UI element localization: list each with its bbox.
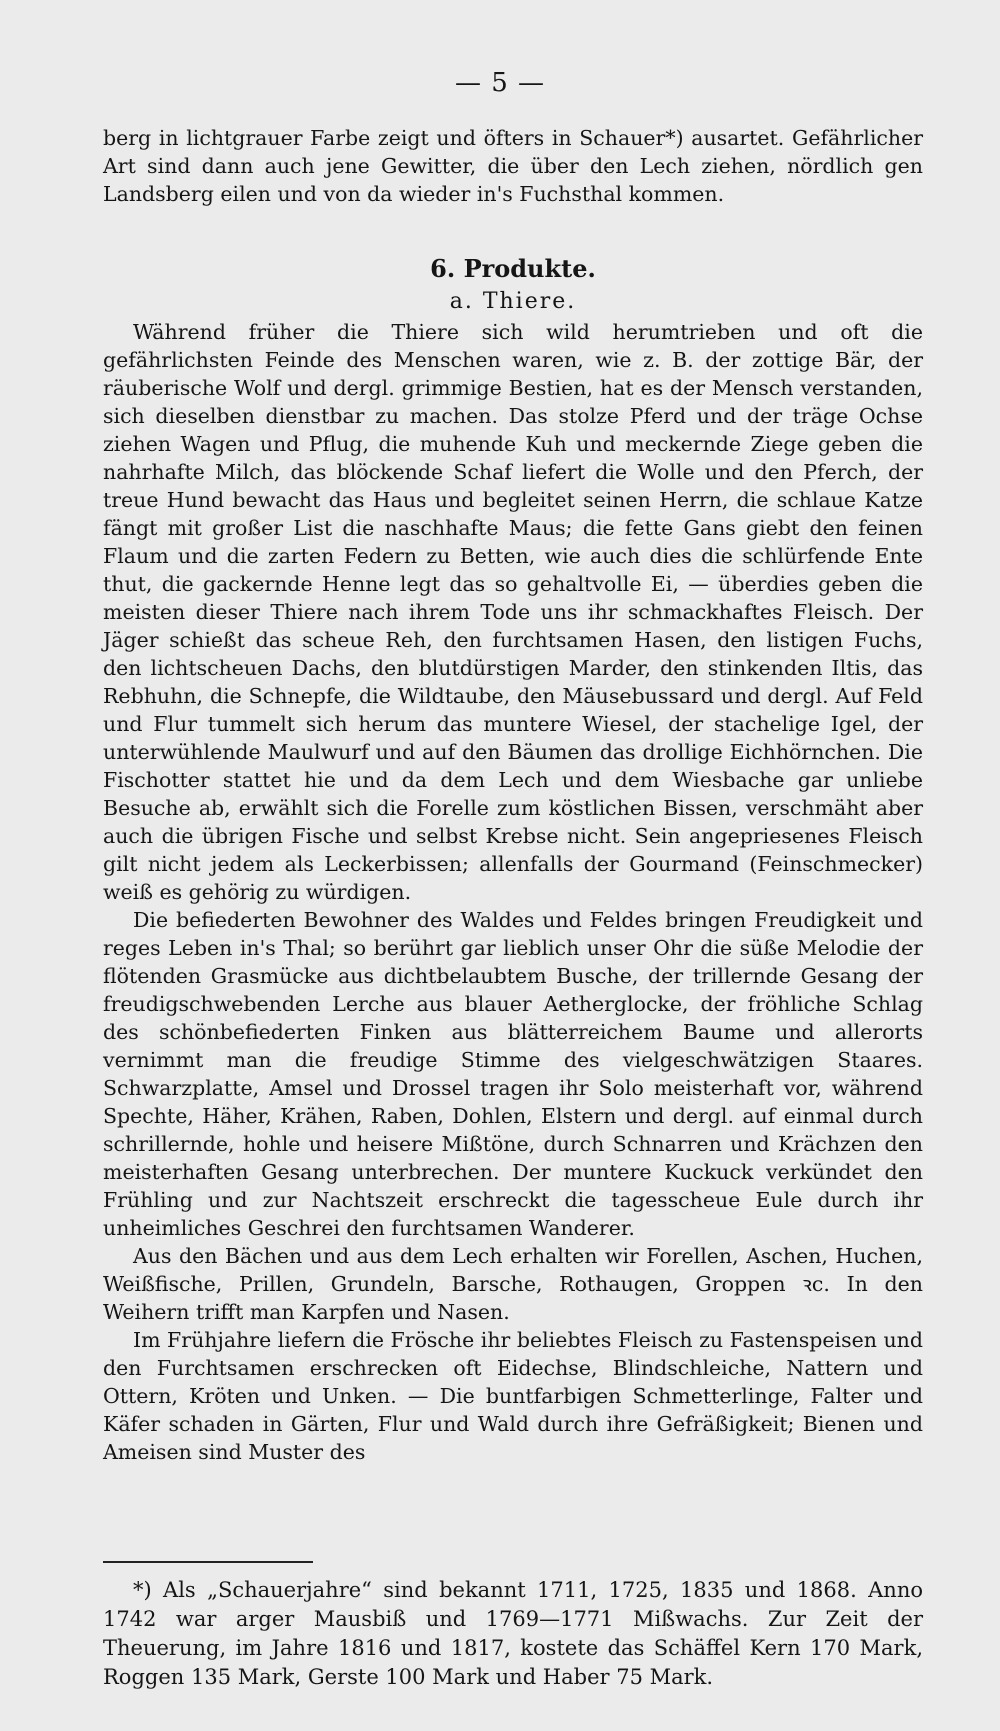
page-number: — 5 — bbox=[454, 68, 546, 98]
footnote-divider bbox=[103, 1561, 313, 1563]
subsection-title: a. Thiere. bbox=[449, 289, 577, 314]
paragraph-birds: Die befiederten Bewohner des Waldes und Feldes bringen Freudigkeit und reges Leben in's Thal; so berührt gar lieblich unser Ohr die süße Melodie der flötenden Grasmücke aus dichtbelaubtem Busche, der trillernde Gesang der freudigschwebenden Lerche aus blauer Aetherglocke, der fröhliche Schlag des schönbefiederten Finken aus blätterreichem Baume und allerorts vernimmt man die freudige Stimme des vielgeschwätzigen Staares. Schwarzplatte, Amsel und Drossel tragen ihr Solo meisterhaft vor, während Spechte, Häher, Krähen, Raben, Dohlen, Elstern und dergl. auf einmal durch schrillernde, hohle und heisere Mißtöne, durch Schnarren und Krächzen den meisterhaften Gesang unterbrechen. Der muntere Kuckuck verkündet den Frühling und zur Nachtszeit erschreckt die tagesscheue Eule durch ihr unheimliches Geschrei den furchtsamen Wanderer. bbox=[103, 908, 923, 1240]
intro-paragraph: berg in lichtgrauer Farbe zeigt und öfters in Schauer*) ausartet. Gefährlicher Art sind dann auch jene Gewitter, die über den Lech ziehen, nördlich gen Landsberg eilen und von da wieder in's Fuchsthal kommen. bbox=[103, 126, 923, 206]
paragraph-animals: Während früher die Thiere sich wild herumtrieben und oft die gefährlichsten Feinde des Menschen waren, wie z. B. der zottige Bär, der räuberische Wolf und dergl. grimmige Bestien, hat es der Mensch verstanden, sich dieselben dienstbar zu machen. Das stolze Pferd und der träge Ochse ziehen Wagen und Pflug, die muhende Kuh und meckernde Ziege geben die nahrhafte Milch, das blöckende Schaf liefert die Wolle und den Pferch, der treue Hund bewacht das Haus und begleitet seinen Herrn, die schlaue Katze fängt mit großer List die naschhafte Maus; die fette Gans giebt den feinen Flaum und die zarten Federn zu Betten, wie auch dies die schlürfende Ente thut, die gackernde Henne legt das so gehaltvolle Ei, — überdies geben die meisten dieser Thiere nach ihrem Tode uns ihr schmackhaftes Fleisch. Der Jäger schießt das scheue Reh, den furchtsamen Hasen, den listigen Fuchs, den lichtscheuen Dachs, den blutdürstigen Marder, den stinkenden Iltis, das Rebhuhn, die Schnepfe, die Wildtaube, den Mäusebussard und dergl. Auf Feld und Flur tummelt sich herum das muntere Wiesel, der stachelige Igel, der unterwühlende Maulwurf und auf den Bäumen das drollige Eichhörnchen. Die Fischotter stattet hie und da dem Lech und dem Wiesbache gar unliebe Besuche ab, erwählt sich die Forelle zum köstlichen Bissen, verschmäht aber auch die übrigen Fische und selbst Krebse nicht. Sein angepriesenes Fleisch gilt nicht jedem als Leckerbissen; allenfalls der Gourmand (Feinschmecker) weiß es gehörig zu würdigen. bbox=[103, 320, 923, 904]
paragraph-amphibians-insects: Im Frühjahre liefern die Frösche ihr beliebtes Fleisch zu Fastenspeisen und den Furchtsamen erschrecken oft Eidechse, Blindschleiche, Nattern und Ottern, Kröten und Unken. — Die buntfarbigen Schmetterlinge, Falter und Käfer schaden in Gärten, Flur und Wald durch ihre Gefräßigkeit; Bienen und Ameisen sind Muster des bbox=[103, 1328, 923, 1464]
section-title: 6. Produkte. bbox=[430, 254, 596, 283]
main-text bbox=[103, 124, 923, 1466]
footnote bbox=[103, 1576, 923, 1692]
footnote-text: *) Als „Schauerjahre“ sind bekannt 1711, 1725, 1835 und 1868. Anno 1742 war arger Mausbiß und 1769—1771 Mißwachs. Zur Zeit der Theuerung, im Jahre 1816 und 1817, kostete das Schäffel Kern 170 Mark, Roggen 135 Mark, Gerste 100 Mark und Haber 75 Mark. bbox=[103, 1578, 923, 1689]
paragraph-fish: Aus den Bächen und aus dem Lech erhalten wir Forellen, Aschen, Huchen, Weißfische, Prillen, Grundeln, Barsche, Rothaugen, Groppen ꝛc. In den Weihern trifft man Karpfen und Nasen. bbox=[103, 1244, 923, 1324]
